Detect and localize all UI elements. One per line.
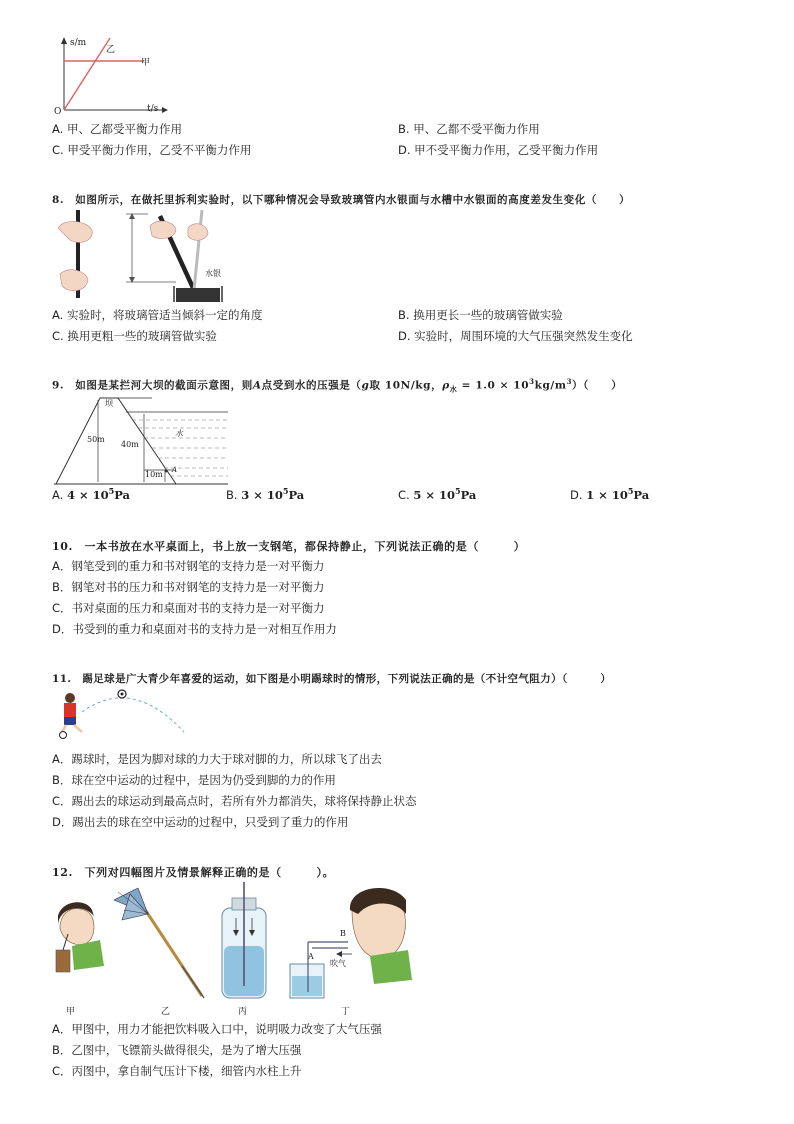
q12-fig-yi bbox=[114, 888, 204, 998]
q9-point-a-label: A bbox=[172, 466, 178, 474]
q10-option-d: D．书受到的重力和桌面对书的支持力是一对相互作用力 bbox=[52, 622, 337, 636]
q7-y-axis-label: s/m bbox=[70, 38, 87, 48]
q7-x-axis-label: t/s bbox=[147, 104, 159, 114]
q9-question: 9. 如图是某拦河大坝的截面示意图，则A点受到水的压强是（g取 10N/kg，$\rho_水 = 1.0 \times 10^3kg/m^3$）（ ） bbox=[52, 377, 623, 394]
q12-label-a: A bbox=[308, 952, 314, 961]
q10-option-b: B．钢笔对书的压力和书对钢笔的支持力是一对平衡力 bbox=[52, 580, 325, 594]
q8-option-d: D. 实验时，周围环境的大气压强突然发生变化 bbox=[398, 329, 633, 343]
q11-option-a: A．踢球时，是因为脚对球的力大于球对脚的力，所以球飞了出去 bbox=[52, 752, 382, 766]
q10-question: 10. 一本书放在水平桌面上，书上放一支钢笔，都保持静止，下列说法正确的是（ ） bbox=[52, 540, 526, 553]
q8-question: 8. 如图所示，在做托里拆利实验时，以下哪种情况会导致玻璃管内水银面与水槽中水银面的高度差发生变化（ ） bbox=[52, 194, 631, 206]
q7-origin-label: O bbox=[54, 107, 62, 117]
q9-h40-label: 40m bbox=[121, 440, 139, 449]
q12-fig-jia bbox=[56, 902, 104, 972]
q12-fig-ding bbox=[290, 888, 412, 998]
q12-option-c: C．丙图中，拿自制气压计下楼，细管内水柱上升 bbox=[52, 1064, 302, 1078]
q11-option-d: D．踢出去的球在空中运动的过程中，只受到了重力的作用 bbox=[52, 815, 349, 829]
q9-option-a: A. $4 \times 10^5Pa$ bbox=[52, 486, 131, 502]
q9-option-d: D. $1 \times 10^5Pa$ bbox=[570, 486, 650, 502]
q7-line-jia-label: 甲 bbox=[141, 58, 151, 68]
q9-h50-label: 50m bbox=[87, 435, 105, 444]
q11-question: 11. 踢足球是广大青少年喜爱的运动，如下图是小明踢球时的情形，下列说法正确的是（不计空气阻力）（ ） bbox=[52, 673, 612, 685]
q12-caption-jia: 甲 bbox=[66, 1007, 76, 1017]
q7-option-c: C. 甲受平衡力作用，乙受不平衡力作用 bbox=[52, 143, 252, 157]
q7-option-b: B. 甲、乙都不受平衡力作用 bbox=[398, 122, 540, 136]
q9-dam-label: 坝 bbox=[105, 399, 113, 408]
q12-label-blow: 吹气 bbox=[330, 959, 346, 968]
q12-option-a: A．甲图中，用力才能把饮料吸入口中，说明吸力改变了大气压强 bbox=[52, 1022, 382, 1036]
q9-option-b: B. $3 \times 10^5Pa$ bbox=[226, 486, 305, 502]
q12-four-figures bbox=[52, 880, 412, 1002]
q8-option-a: A. 实验时，将玻璃管适当倾斜一定的角度 bbox=[52, 308, 263, 322]
q10-option-c: C．书对桌面的压力和桌面对书的支持力是一对平衡力 bbox=[52, 601, 325, 615]
q7-option-d: D. 甲不受平衡力作用，乙受平衡力作用 bbox=[398, 143, 599, 157]
q8-mercury-label: 水银 bbox=[205, 269, 221, 278]
q11-option-c: C．踢出去的球运动到最高点时，若所有外力都消失，球将保持静止状态 bbox=[52, 794, 417, 808]
q12-caption-ding: 丁 bbox=[341, 1007, 351, 1017]
q9-h10-label: 10m bbox=[145, 470, 163, 479]
q8-torricelli-figure bbox=[52, 206, 227, 306]
q8-option-b: B. 换用更长一些的玻璃管做实验 bbox=[398, 308, 563, 322]
q11-option-b: B．球在空中运动的过程中，是因为仍受到脚的力的作用 bbox=[52, 773, 336, 787]
q12-fig-bing bbox=[222, 882, 266, 998]
q9-water-label: 水 bbox=[175, 429, 183, 438]
q12-question: 12. 下列对四幅图片及情景解释正确的是（ ）。 bbox=[52, 866, 335, 879]
q11-soccer-figure bbox=[52, 684, 192, 744]
q7-option-a: A. 甲、乙都受平衡力作用 bbox=[52, 122, 182, 136]
q12-caption-bing: 丙 bbox=[238, 1007, 248, 1017]
q12-caption-yi: 乙 bbox=[161, 1007, 171, 1017]
q9-dam-figure bbox=[52, 392, 232, 488]
q9-option-c: C. $5 \times 10^5Pa$ bbox=[398, 486, 477, 502]
q8-option-c: C. 换用更粗一些的玻璃管做实验 bbox=[52, 329, 217, 343]
q7-line-yi-label: 乙 bbox=[106, 45, 116, 55]
q12-option-b: B．乙图中，飞镖箭头做得很尖，是为了增大压强 bbox=[52, 1043, 302, 1057]
q12-label-b: B bbox=[340, 929, 346, 938]
q10-option-a: A．钢笔受到的重力和书对钢笔的支持力是一对平衡力 bbox=[52, 559, 325, 573]
